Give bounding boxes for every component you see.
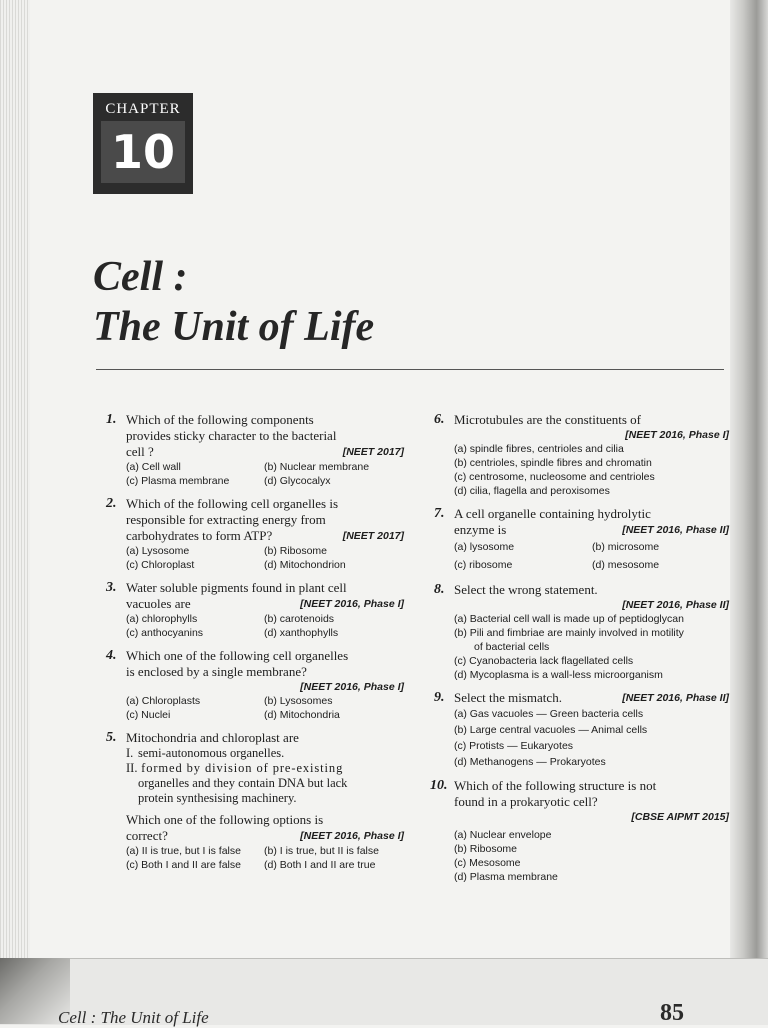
question-line: Which one of the following options is xyxy=(126,812,324,827)
chapter-title xyxy=(93,252,374,352)
question-4 xyxy=(106,648,404,722)
question-line: found in a prokaryotic cell? xyxy=(454,794,598,809)
option-d: (d) Both I and II are true xyxy=(264,859,376,871)
option-b: (b) carotenoids xyxy=(264,613,335,625)
option-c: (c) Chloroplast xyxy=(126,559,195,571)
option-d: (d) Glycocalyx xyxy=(264,475,331,487)
question-text xyxy=(454,506,729,538)
exam-tag: [NEET 2017] xyxy=(342,446,404,458)
option-a: (a) Gas vacuoles — Green bacteria cells xyxy=(454,708,644,720)
question-text: Microtubules are the constituents of xyxy=(454,412,642,427)
option-d: (d) mesosome xyxy=(592,559,660,571)
question-line: Which one of the following cell organelles xyxy=(126,648,349,663)
options xyxy=(454,706,729,770)
options xyxy=(454,612,729,682)
option-a: (a) Nuclear envelope xyxy=(454,829,552,841)
question-number: 3. xyxy=(106,580,117,595)
option-b: (b) Large central vacuoles — Animal cells xyxy=(454,724,648,736)
option-a: (a) chlorophylls xyxy=(126,613,198,625)
question-text xyxy=(126,496,404,544)
question-line: enzyme is xyxy=(454,522,507,537)
question-number: 9. xyxy=(434,690,445,705)
question-9 xyxy=(434,690,729,770)
exam-tag: [NEET 2016, Phase I] xyxy=(625,429,729,441)
question-number: 8. xyxy=(434,582,445,597)
option-b: (b) Ribosome xyxy=(454,843,518,855)
option-a: (a) Lysosome xyxy=(126,545,190,557)
option-b: (b) I is true, but II is false xyxy=(264,845,379,857)
question-line: Water soluble pigments found in plant cell xyxy=(126,580,347,595)
options xyxy=(454,442,729,498)
question-line: Which of the following structure is not xyxy=(454,778,657,793)
question-7 xyxy=(434,506,729,574)
question-text: Select the wrong statement. xyxy=(454,582,598,597)
question-line: responsible for extracting energy from xyxy=(126,512,326,527)
statement-text: protein synthesising machinery. xyxy=(138,791,297,805)
option-b: (b) Nuclear membrane xyxy=(264,461,370,473)
options xyxy=(126,844,404,872)
question-number: 5. xyxy=(106,730,117,745)
question-number: 6. xyxy=(434,412,445,427)
option-b: (b) Lysosomes xyxy=(264,695,333,707)
question-text xyxy=(126,812,404,844)
page-number: 85 xyxy=(660,1000,684,1026)
question-text: Mitochondria and chloroplast are xyxy=(126,730,299,745)
question-text xyxy=(454,690,729,706)
option-c: (c) Nuclei xyxy=(126,709,171,721)
option-d: (d) Methanogens — Prokaryotes xyxy=(454,756,606,768)
option-d: (d) Mitochondrion xyxy=(264,559,346,571)
question-line: correct? xyxy=(126,828,168,843)
left-column xyxy=(106,412,404,880)
exam-tag: [NEET 2016, Phase I] xyxy=(300,598,404,610)
exam-tag: [CBSE AIPMT 2015] xyxy=(631,811,729,823)
question-number: 1. xyxy=(106,412,117,427)
question-2 xyxy=(106,496,404,572)
statement-numeral: II. xyxy=(126,761,138,775)
question-text xyxy=(126,412,404,460)
statement-1 xyxy=(126,746,404,761)
option-c: (c) anthocyanins xyxy=(126,627,204,639)
option-c: (c) Cyanobacteria lack flagellated cells xyxy=(454,655,634,667)
book-page-edge-right xyxy=(730,0,768,960)
option-b: (b) microsome xyxy=(592,541,660,553)
question-line: cell ? xyxy=(126,444,154,459)
option-d: (d) cilia, flagella and peroxisomes xyxy=(454,485,610,497)
chapter-number: 10 xyxy=(101,121,185,183)
question-5 xyxy=(106,730,404,872)
statement-2 xyxy=(126,761,404,776)
question-line: vacuoles are xyxy=(126,596,191,611)
option-a: (a) lysosome xyxy=(454,541,515,553)
exam-tag: [NEET 2017] xyxy=(342,530,404,542)
option-a: (a) Cell wall xyxy=(126,461,181,473)
question-10 xyxy=(430,778,729,884)
option-a: (a) Chloroplasts xyxy=(126,695,201,707)
question-number: 10. xyxy=(430,778,448,793)
question-text xyxy=(126,580,404,612)
question-text xyxy=(126,648,404,680)
chapter-badge xyxy=(93,93,193,194)
option-b: (b) Pili and fimbriae are mainly involved in motility xyxy=(454,627,684,639)
question-line: provides sticky character to the bacterial xyxy=(126,428,337,443)
question-text xyxy=(454,778,729,810)
option-d: (d) Mitochondria xyxy=(264,709,340,721)
options xyxy=(126,544,404,572)
question-6 xyxy=(434,412,729,498)
exam-tag: [NEET 2016, Phase II] xyxy=(622,692,729,704)
exam-tag: [NEET 2016, Phase I] xyxy=(300,830,404,842)
option-c: (c) Plasma membrane xyxy=(126,475,230,487)
statement-text: semi-autonomous organelles. xyxy=(138,746,285,760)
option-c: (c) centrosome, nucleosome and centrioles xyxy=(454,471,655,483)
right-column xyxy=(430,412,729,892)
question-line: Which of the following components xyxy=(126,412,314,427)
chapter-title-line1: Cell : xyxy=(93,254,188,300)
question-line: A cell organelle containing hydrolytic xyxy=(454,506,651,521)
option-a: (a) II is true, but I is false xyxy=(126,845,241,857)
exam-tag: [NEET 2016, Phase I] xyxy=(300,681,404,693)
title-rule xyxy=(96,369,724,370)
option-b: (b) centrioles, spindle fibres and chromatin xyxy=(454,457,652,469)
options xyxy=(126,612,404,640)
chapter-label: CHAPTER xyxy=(105,101,181,117)
question-line: carbohydrates to form ATP? xyxy=(126,528,273,543)
option-c: (c) Protists — Eukaryotes xyxy=(454,740,574,752)
chapter-title-line2: The Unit of Life xyxy=(93,304,375,350)
option-c: (c) Both I and II are false xyxy=(126,859,241,871)
option-d: (d) xanthophylls xyxy=(264,627,339,639)
question-line: Select the mismatch. xyxy=(454,690,562,705)
option-b-continued: of bacterial cells xyxy=(474,641,550,653)
option-a: (a) Bacterial cell wall is made up of peptidoglycan xyxy=(454,613,684,625)
question-3 xyxy=(106,580,404,640)
question-number: 7. xyxy=(434,506,445,521)
options xyxy=(454,828,729,884)
statement-text: formed by division of pre-existing xyxy=(141,761,344,775)
option-b: (b) Ribosome xyxy=(264,545,328,557)
option-c: (c) ribosome xyxy=(454,559,513,571)
options xyxy=(126,694,404,722)
question-line: Which of the following cell organelles is xyxy=(126,496,339,511)
question-1 xyxy=(106,412,404,488)
exam-tag: [NEET 2016, Phase II] xyxy=(622,524,729,536)
book-spine-left xyxy=(0,0,30,960)
statement-numeral: I. xyxy=(126,746,134,760)
question-number: 2. xyxy=(106,496,117,511)
question-line: is enclosed by a single membrane? xyxy=(126,664,307,679)
option-a: (a) spindle fibres, centrioles and cilia xyxy=(454,443,624,455)
running-footer-title: Cell : The Unit of Life xyxy=(58,1008,209,1027)
question-8 xyxy=(434,582,729,682)
option-d: (d) Mycoplasma is a wall-less microorganism xyxy=(454,669,663,681)
options xyxy=(454,538,729,574)
option-c: (c) Mesosome xyxy=(454,857,521,869)
question-number: 4. xyxy=(106,648,117,663)
statement-text: organelles and they contain DNA but lack xyxy=(138,776,348,790)
exam-tag: [NEET 2016, Phase II] xyxy=(622,599,729,611)
option-d: (d) Plasma membrane xyxy=(454,871,558,883)
options xyxy=(126,460,404,488)
